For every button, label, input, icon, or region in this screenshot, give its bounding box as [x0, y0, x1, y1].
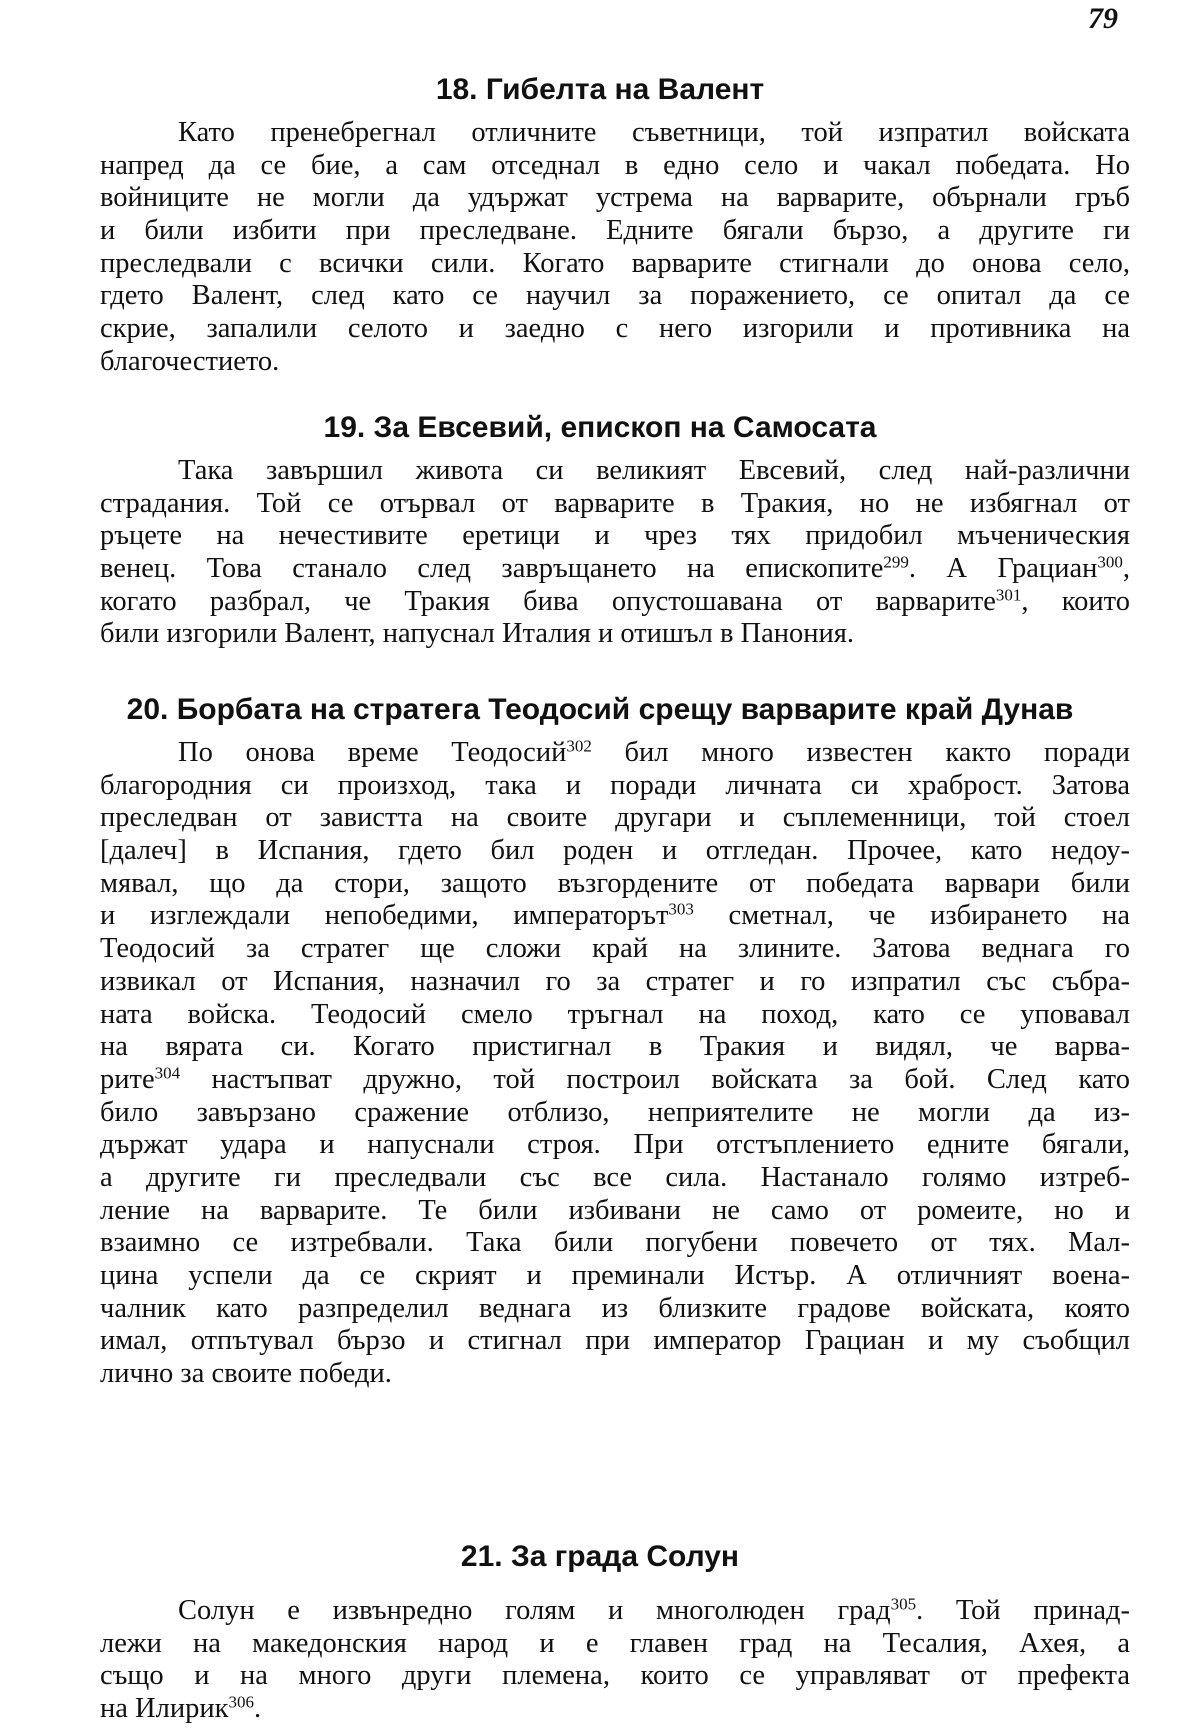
text-line: на вярата си. Когато пристигнал в Тракия и видял, че варва- [100, 1031, 1130, 1063]
text-line: скрие, запалили селото и заедно с него изгорили и противника на [100, 313, 1130, 345]
footnote-ref: 299 [883, 552, 909, 572]
text-line: войниците не могли да удържат устрема на варварите, обърнали гръб [100, 182, 1130, 214]
text-line: взаимно се изтребвали. Така били погубени повечето от тях. Мал- [100, 1227, 1130, 1259]
text-line: държат удара и напуснали строя. При отстъплението едните бягали, [100, 1129, 1130, 1161]
section-20-paragraph [100, 737, 1130, 1391]
footnote-ref: 301 [995, 585, 1022, 605]
text-line: благородния си произход, така и поради личната си храброст. Затова [100, 769, 1130, 801]
text-line: Солун е извънредно голям и многолюден град$^{305}$. Той принад- [178, 1594, 1130, 1626]
text-line: лично за своите победи. [100, 1358, 392, 1390]
section-19-paragraph [100, 455, 1130, 651]
text-line: напред да се бие, а сам отседнал в едно село и чакал победата. Но [100, 149, 1130, 181]
text-line: извикал от Испания, назначил го за стратег и го изпратил със събра- [100, 965, 1130, 997]
text-line: лежи на македонския народ и е главен град на Тесалия, Ахея, а [100, 1627, 1130, 1659]
text-line: Така завършил живота си великият Евсевий, след най-различни [178, 455, 1130, 486]
section-21-paragraph [100, 1595, 1130, 1726]
footnote-ref: 304 [154, 1063, 181, 1083]
text-line: [далеч] в Испания, гдето бил роден и отгледан. Прочее, като недоу- [100, 835, 1130, 867]
text-line: По онова време Теодосий$^{302}$ бил много известен както поради [178, 736, 1130, 768]
text-line: преследван от завистта на своите другари и съплеменници, той стоел [100, 802, 1130, 834]
section-18-heading: 18. Гибелта на Валент [435, 73, 765, 106]
text-line: Като пренебрегнал отличните съветници, той изпратил войската [178, 117, 1130, 148]
text-line: преследвали с всички сили. Когато варварите стигнали до онова село, [100, 247, 1130, 279]
text-line: цина успели да се скрият и преминали Истър. А отличният воена- [100, 1260, 1130, 1291]
text-line: на Илирик$^{306}$. [100, 1692, 262, 1725]
text-line: рите$^{304}$ настъпват дружно, той построил войската за бой. След като [100, 1063, 1130, 1095]
text-line: били изгорили Валент, напуснал Италия и отишъл в Панония. [100, 618, 854, 650]
text-line: венец. Това станало след завръщането на епископите$^{299}$. А Грациан$^{300}$, [100, 552, 1130, 585]
section-19-heading: 19. За Евсевий, епископ на Самосата [323, 411, 877, 444]
footnote-ref: 306 [228, 1692, 254, 1712]
text-line: имал, отпътувал бързо и стигнал при император Грациан и му съобщил [100, 1325, 1130, 1357]
text-line: гдето Валент, след като се научил за поражението, се опитал да се [100, 280, 1130, 312]
footnote-ref: 300 [1097, 552, 1123, 572]
text-line: било завързано сражение отблизо, неприятелите не могли да из- [100, 1096, 1130, 1128]
section-20-heading: 20. Борбата на стратега Теодосий срещу варварите край Дунав [126, 693, 1074, 726]
section-21-heading: 21. За града Солун [460, 1540, 740, 1573]
text-line: мявал, що да стори, защото възгордените от победата варвари били [100, 867, 1130, 899]
text-line: и изглеждали непобедими, императорът$^{303}$ сметнал, че избирането на [100, 900, 1130, 932]
page-number: 79 [1088, 2, 1118, 35]
text-line: и били избити при преследване. Едните бягали бързо, а другите ги [100, 215, 1130, 247]
text-line: благочестието. [100, 345, 280, 377]
text-line: също и на много други племена, които се управляват от префекта [100, 1660, 1130, 1692]
text-line: когато разбрал, че Тракия бива опустошавана от варварите$^{301}$, които [100, 585, 1130, 617]
text-line: ръцете на нечестивите еретици и чрез тях придобил мъченическия [100, 520, 1130, 552]
footnote-ref: 303 [668, 900, 694, 920]
footnote-ref: 302 [566, 736, 592, 756]
text-line: чалник като разпределил веднага из близките градове войската, която [100, 1292, 1130, 1324]
text-line: ление на варварите. Те били избивани не само от ромеите, но и [100, 1194, 1130, 1226]
text-line: ната войска. Теодосий смело тръгнал на поход, като се уповавал [100, 998, 1130, 1030]
text-line: а другите ги преследвали със все сила. Настанало голямо изтреб- [100, 1161, 1130, 1193]
section-18-paragraph [100, 117, 1130, 379]
footnote-ref: 305 [890, 1594, 917, 1614]
text-line: страдания. Той се отървал от варварите в Тракия, но не избягнал от [100, 487, 1130, 519]
text-line: Теодосий за стратег ще сложи край на злините. Затова веднага го [100, 933, 1130, 965]
